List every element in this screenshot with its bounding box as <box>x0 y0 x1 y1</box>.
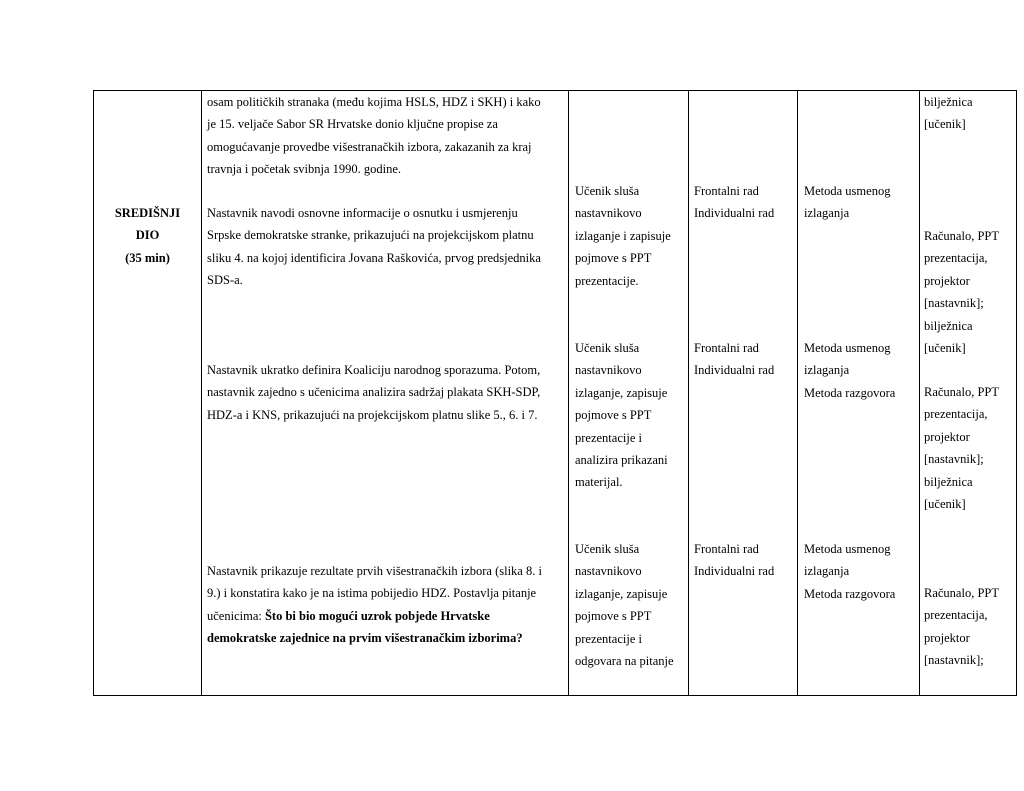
activity-line: Srpske demokratske stranke, prikazujući na projekcijskom platnu <box>207 228 534 243</box>
activity-block-3 <box>207 560 542 650</box>
method-block-1 <box>804 180 890 225</box>
student-line: Učenik sluša <box>575 542 640 556</box>
activity-line: SDS-a. <box>207 273 243 288</box>
method-line: Metoda usmenog <box>804 341 891 355</box>
student-line: analizira prikazani <box>575 452 668 467</box>
student-line: nastavnikovo <box>575 206 642 221</box>
student-line: izlaganje i zapisuje <box>575 228 671 243</box>
activity-line: je 15. veljače Sabor SR Hrvatske donio ključne propise za <box>207 117 498 132</box>
resource-line: projektor <box>924 429 970 444</box>
student-line: pojmove s PPT <box>575 609 652 624</box>
resource-line: Računalo, PPT <box>924 586 999 600</box>
resource-line: [nastavnik]; <box>924 296 984 311</box>
resource-block-3 <box>924 582 999 672</box>
student-line: pojmove s PPT <box>575 251 652 266</box>
student-line: prezentacije i <box>575 430 642 445</box>
section-label <box>94 202 201 269</box>
resource-line: projektor <box>924 273 970 288</box>
student-block-3 <box>575 538 674 672</box>
method-line: izlaganja <box>804 363 850 378</box>
resource-line: [učenik] <box>924 340 966 355</box>
question-text: Što bi bio mogući uzrok pobjede Hrvatske <box>264 608 490 623</box>
resource-line: Računalo, PPT <box>924 229 999 243</box>
activity-line: travnja i početak svibnja 1990. godine. <box>207 162 402 177</box>
form-line: Individualni rad <box>694 206 775 221</box>
section-duration: (35 min) <box>125 250 170 265</box>
activity-line: nastavnik zajedno s učenicima analizira sadržaj plakata SKH-SDP, <box>207 385 541 400</box>
form-line: Individualni rad <box>694 564 775 579</box>
column-divider <box>919 91 920 695</box>
activity-text: učenicima: <box>207 608 265 623</box>
student-line: nastavnikovo <box>575 564 642 579</box>
column-divider <box>688 91 689 695</box>
resource-line: bilježnica <box>924 474 973 489</box>
resource-line: [učenik] <box>924 496 966 511</box>
activity-line: osam političkih stranaka (među kojima HSLS, HDZ i SKH) i kako <box>207 95 541 109</box>
student-line: Učenik sluša <box>575 184 640 198</box>
activity-line: HDZ-a i KNS, prikazujući na projekcijskom platnu slike 5., 6. i 7. <box>207 407 538 422</box>
activity-line: 9.) i konstatira kako je na istima pobijedio HDZ. Postavlja pitanje <box>207 586 537 601</box>
resource-block-2 <box>924 381 999 515</box>
column-divider <box>568 91 569 695</box>
resource-line: prezentacija, <box>924 251 988 266</box>
student-block-2 <box>575 337 668 494</box>
method-block-2 <box>804 337 895 404</box>
student-line: izlaganje, zapisuje <box>575 385 668 400</box>
resource-line: [učenik] <box>924 117 966 132</box>
student-block-1 <box>575 180 671 292</box>
resource-top <box>924 91 973 136</box>
activity-line-question <box>207 605 542 627</box>
resource-line: bilježnica <box>924 318 973 333</box>
student-line: materijal. <box>575 475 623 490</box>
column-divider <box>797 91 798 695</box>
question-text: demokratske zajednice na prvim višestranačkim izborima? <box>207 631 523 646</box>
resource-line: prezentacija, <box>924 608 988 623</box>
activity-line: sliku 4. na kojoj identificira Jovana Raškovića, prvog predsjednika <box>207 250 541 265</box>
student-line: nastavnikovo <box>575 363 642 378</box>
resource-line: projektor <box>924 630 970 645</box>
resource-line: prezentacija, <box>924 407 988 422</box>
student-line: odgovara na pitanje <box>575 653 674 668</box>
column-divider <box>201 91 202 695</box>
student-line: izlaganje, zapisuje <box>575 586 668 601</box>
activity-block-1 <box>207 202 541 292</box>
form-line: Frontalni rad <box>694 542 759 556</box>
method-line: izlaganja <box>804 206 850 221</box>
section-title-2: DIO <box>135 228 160 243</box>
form-block-2 <box>694 337 774 382</box>
form-line: Frontalni rad <box>694 184 759 198</box>
section-title: SREDIŠNJI <box>114 206 181 220</box>
activity-block-2 <box>207 359 540 426</box>
method-line: Metoda razgovora <box>804 586 896 601</box>
student-line: pojmove s PPT <box>575 408 652 423</box>
activity-line: Nastavnik navodi osnovne informacije o osnutku i usmjerenju <box>207 206 518 220</box>
resource-line: bilježnica <box>924 95 973 109</box>
method-line: Metoda usmenog <box>804 184 891 198</box>
activity-line: omogućavanje provedbe višestranačkih izbora, zakazanih za kraj <box>207 139 532 154</box>
form-block-1 <box>694 180 774 225</box>
form-block-3 <box>694 538 774 583</box>
lesson-plan-table <box>93 90 1017 696</box>
student-line: prezentacije i <box>575 631 642 646</box>
method-block-3 <box>804 538 895 605</box>
activity-line-question-2 <box>207 627 542 649</box>
resource-line: Računalo, PPT <box>924 385 999 399</box>
method-line: Metoda razgovora <box>804 385 896 400</box>
form-line: Individualni rad <box>694 363 775 378</box>
method-line: Metoda usmenog <box>804 542 891 556</box>
resource-block-1 <box>924 225 999 359</box>
activity-line: Nastavnik ukratko definira Koaliciju narodnog sporazuma. Potom, <box>207 363 541 377</box>
resource-line: [nastavnik]; <box>924 452 984 467</box>
activity-line: Nastavnik prikazuje rezultate prvih višestranačkih izbora (slika 8. i <box>207 564 542 578</box>
student-line: Učenik sluša <box>575 341 640 355</box>
student-line: prezentacije. <box>575 273 639 288</box>
activity-intro <box>207 91 541 181</box>
method-line: izlaganja <box>804 564 850 579</box>
resource-line: [nastavnik]; <box>924 653 984 668</box>
form-line: Frontalni rad <box>694 341 759 355</box>
